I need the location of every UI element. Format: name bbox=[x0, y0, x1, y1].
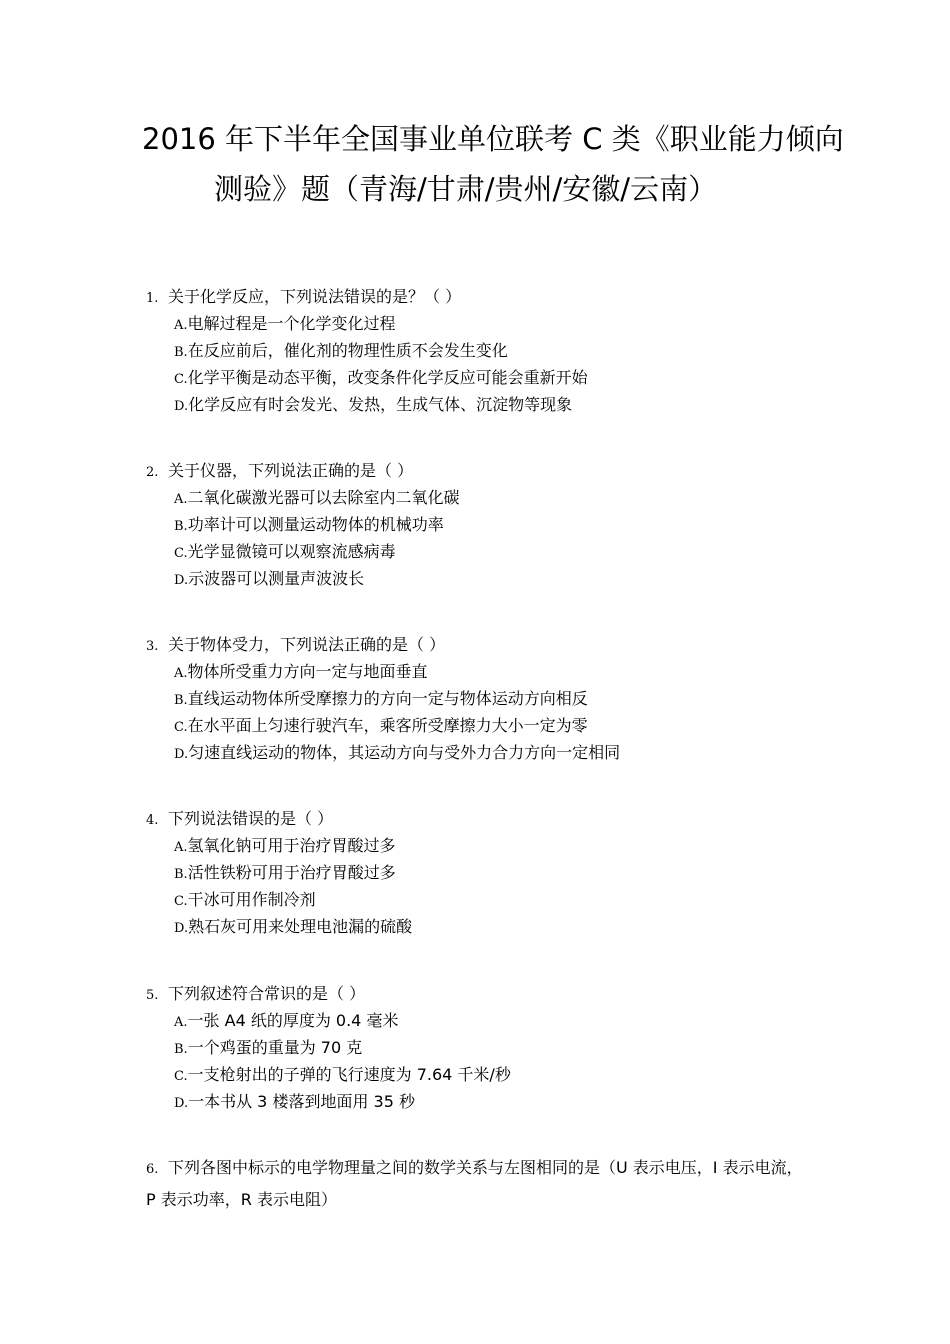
option-letter: B. bbox=[174, 519, 188, 534]
option-text: 功率计可以测量运动物体的机械功率 bbox=[187, 515, 444, 534]
option-text: 化学平衡是动态平衡，改变条件化学反应可能会重新开始 bbox=[187, 368, 588, 387]
question-3 bbox=[146, 632, 836, 767]
option-text: 一张 A4 纸的厚度为 0.4 毫米 bbox=[187, 1011, 399, 1030]
option-letter: D. bbox=[174, 1096, 189, 1111]
option-letter: C. bbox=[174, 1069, 188, 1084]
question-number: 1. bbox=[146, 291, 159, 306]
question-6 bbox=[146, 1153, 836, 1215]
option-list bbox=[174, 311, 836, 419]
option-text: 直线运动物体所受摩擦力的方向一定与物体运动方向相反 bbox=[187, 689, 588, 708]
question-stem-line-2: P 表示功率，R 表示电阻） bbox=[146, 1190, 337, 1209]
option-list bbox=[174, 659, 836, 767]
option-list bbox=[174, 1008, 836, 1116]
option-text: 一个鸡蛋的重量为 70 克 bbox=[187, 1038, 363, 1057]
option-list bbox=[174, 833, 836, 941]
question-stem bbox=[146, 284, 836, 311]
option-c bbox=[174, 1062, 836, 1089]
question-4 bbox=[146, 806, 836, 941]
option-text: 物体所受重力方向一定与地面垂直 bbox=[187, 662, 428, 681]
option-text: 电解过程是一个化学变化过程 bbox=[187, 314, 396, 333]
option-a bbox=[174, 485, 836, 512]
option-d bbox=[174, 740, 836, 767]
option-c bbox=[174, 887, 836, 914]
question-stem bbox=[146, 632, 836, 659]
option-letter: C. bbox=[174, 894, 188, 909]
question-number: 3. bbox=[146, 639, 159, 654]
option-c bbox=[174, 539, 836, 566]
option-c bbox=[174, 365, 836, 392]
option-letter: C. bbox=[174, 720, 188, 735]
question-number: 4. bbox=[146, 813, 159, 828]
option-text: 熟石灰可用来处理电池漏的硫酸 bbox=[188, 917, 413, 936]
option-letter: C. bbox=[174, 546, 188, 561]
option-text: 匀速直线运动的物体，其运动方向与受外力合力方向一定相同 bbox=[188, 743, 621, 762]
question-text: 下列说法错误的是（ ） bbox=[168, 809, 334, 828]
option-letter: D. bbox=[174, 573, 189, 588]
option-letter: B. bbox=[174, 345, 188, 360]
option-d bbox=[174, 392, 836, 419]
question-text: 下列各图中标示的电学物理量之间的数学关系与左图相同的是（U 表示电压，I 表示电流， bbox=[168, 1158, 803, 1177]
option-letter: B. bbox=[174, 693, 188, 708]
option-text: 一本书从 3 楼落到地面用 35 秒 bbox=[188, 1092, 415, 1111]
option-d bbox=[174, 914, 836, 941]
question-stem-line-1 bbox=[146, 1153, 836, 1185]
option-text: 在反应前后，催化剂的物理性质不会发生变化 bbox=[187, 341, 508, 360]
option-text: 干冰可用作制冷剂 bbox=[187, 890, 316, 909]
question-stem bbox=[146, 458, 836, 485]
option-letter: A. bbox=[174, 840, 188, 855]
option-letter: A. bbox=[174, 492, 188, 507]
option-letter: D. bbox=[174, 747, 189, 762]
option-text: 氢氧化钠可用于治疗胃酸过多 bbox=[187, 836, 396, 855]
option-text: 二氧化碳激光器可以去除室内二氧化碳 bbox=[187, 488, 460, 507]
option-letter: D. bbox=[174, 921, 189, 936]
option-b bbox=[174, 338, 836, 365]
option-b bbox=[174, 686, 836, 713]
option-b bbox=[174, 860, 836, 887]
option-text: 在水平面上匀速行驶汽车，乘客所受摩擦力大小一定为零 bbox=[187, 716, 588, 735]
option-b bbox=[174, 1035, 836, 1062]
option-a bbox=[174, 1008, 836, 1035]
option-text: 化学反应有时会发光、发热，生成气体、沉淀物等现象 bbox=[188, 395, 573, 414]
option-d bbox=[174, 566, 836, 593]
option-text: 示波器可以测量声波波长 bbox=[188, 569, 365, 588]
question-number: 2. bbox=[146, 465, 159, 480]
question-1 bbox=[146, 284, 836, 419]
option-text: 活性铁粉可用于治疗胃酸过多 bbox=[187, 863, 396, 882]
question-2 bbox=[146, 458, 836, 593]
question-text: 下列叙述符合常识的是（ ） bbox=[168, 984, 366, 1003]
option-b bbox=[174, 512, 836, 539]
option-list bbox=[174, 485, 836, 593]
question-text: 关于仪器，下列说法正确的是（ ） bbox=[168, 461, 414, 480]
option-text: 一支枪射出的子弹的飞行速度为 7.64 千米/秒 bbox=[187, 1065, 511, 1084]
option-letter: D. bbox=[174, 399, 189, 414]
question-number: 6. bbox=[146, 1162, 159, 1177]
document-title-line-2: 测验》题（青海/甘肃/贵州/安徽/云南） bbox=[214, 172, 718, 206]
option-d bbox=[174, 1089, 836, 1116]
option-letter: A. bbox=[174, 318, 188, 333]
question-text: 关于物体受力，下列说法正确的是（ ） bbox=[168, 635, 446, 654]
option-letter: C. bbox=[174, 372, 188, 387]
option-letter: B. bbox=[174, 867, 188, 882]
option-text: 光学显微镜可以观察流感病毒 bbox=[187, 542, 396, 561]
option-letter: A. bbox=[174, 666, 188, 681]
option-a bbox=[174, 659, 836, 686]
question-text: 关于化学反应，下列说法错误的是？（ ） bbox=[168, 287, 462, 306]
question-5 bbox=[146, 981, 836, 1116]
question-stem bbox=[146, 981, 836, 1008]
option-a bbox=[174, 311, 836, 338]
document-title-line-1: 2016 年下半年全国事业单位联考 C 类《职业能力倾向 bbox=[142, 122, 844, 156]
option-letter: A. bbox=[174, 1015, 188, 1030]
option-a bbox=[174, 833, 836, 860]
option-letter: B. bbox=[174, 1042, 188, 1057]
option-c bbox=[174, 713, 836, 740]
question-number: 5. bbox=[146, 988, 159, 1003]
question-stem bbox=[146, 806, 836, 833]
